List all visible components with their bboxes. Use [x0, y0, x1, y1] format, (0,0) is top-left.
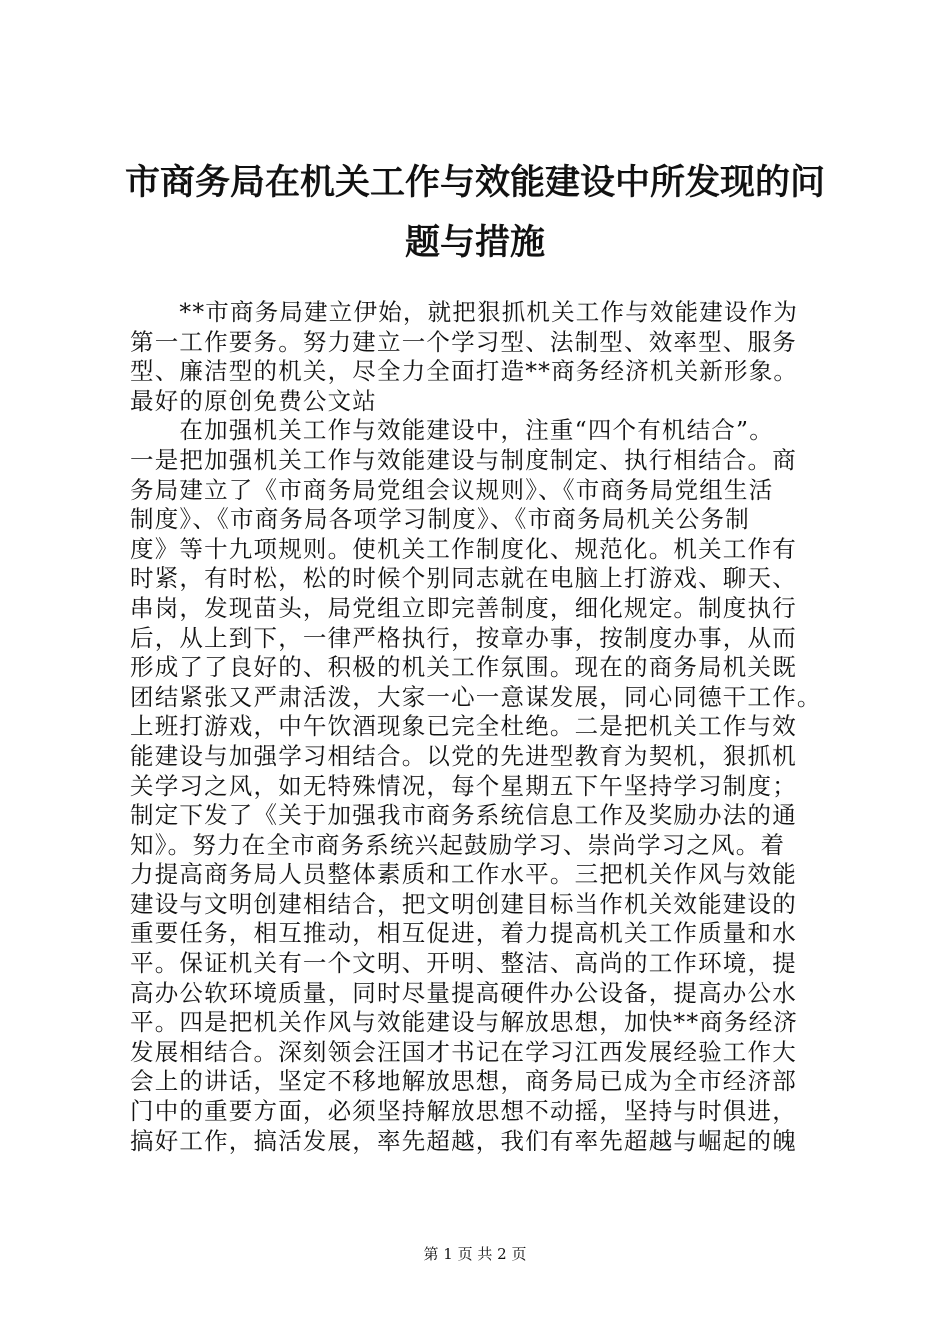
body-line: 第一工作要务。努力建立一个学习型、法制型、效率型、服务	[130, 327, 797, 356]
body-line: 团结紧张又严肃活泼，大家一心一意谋发展，同心同德干工作。	[130, 682, 822, 711]
body-line: 平。四是把机关作风与效能建设与解放思想，加快**商务经济	[130, 1008, 799, 1037]
body-line: 发展相结合。深刻领会汪国才书记在学习江西发展经验工作大	[130, 1037, 797, 1066]
body-line: 平。保证机关有一个文明、开明、整洁、高尚的工作环境，提	[130, 949, 797, 978]
body-line: 重要任务，相互推动，相互促进，着力提高机关工作质量和水	[130, 919, 797, 948]
document-title-line-2: 题与措施	[404, 222, 545, 263]
body-line: 会上的讲话，坚定不移地解放思想，商务局已成为全市经济部	[130, 1067, 797, 1096]
body-line: 制定下发了《关于加强我市商务系统信息工作及奖励办法的通	[130, 801, 797, 830]
body-line: 制度》、《市商务局各项学习制度》、《市商务局机关公务制	[130, 505, 750, 534]
body-line: 一是把加强机关工作与效能建设与制度制定、执行相结合。商	[130, 445, 797, 474]
body-line: 关学习之风，如无特殊情况，每个星期五下午坚持学习制度；	[130, 771, 797, 800]
body-line: 最好的原创免费公文站	[130, 386, 377, 415]
body-line: 搞好工作，搞活发展，率先超越，我们有率先超越与崛起的魄	[130, 1126, 797, 1155]
body-line: 后，从上到下，一律严格执行，按章办事，按制度办事，从而	[130, 623, 797, 652]
body-line: 务局建立了《市商务局党组会议规则》、《市商务局党组生活	[130, 475, 774, 504]
body-line: 建设与文明创建相结合，把文明创建目标当作机关效能建设的	[130, 889, 797, 918]
page-number-footer: 第 1 页 共 2 页	[423, 1245, 527, 1263]
body-line: 度》等十九项规则。使机关工作制度化、规范化。机关工作有	[130, 534, 797, 563]
body-line: 时紧，有时松，松的时候个别同志就在电脑上打游戏、聊天、	[130, 564, 797, 593]
body-line: 上班打游戏，中午饮酒现象已完全杜绝。二是把机关工作与效	[130, 712, 797, 741]
body-line: 在加强机关工作与效能建设中，注重“四个有机结合”。	[130, 416, 774, 445]
document-body	[130, 298, 830, 1156]
body-line: 串岗，发现苗头，局党组立即完善制度，细化规定。制度执行	[130, 593, 797, 622]
document-title-line-1: 市商务局在机关工作与效能建设中所发现的问	[124, 162, 825, 203]
body-line: 能建设与加强学习相结合。以党的先进型教育为契机，狠抓机	[130, 741, 797, 770]
body-line: 知》。努力在全市商务系统兴起鼓励学习、崇尚学习之风。着	[130, 830, 786, 859]
body-line: 高办公软环境质量，同时尽量提高硬件办公设备，提高办公水	[130, 978, 797, 1007]
body-line: **市商务局建立伊始，就把狠抓机关工作与效能建设作为	[130, 298, 799, 326]
body-line: 力提高商务局人员整体素质和工作水平。三把机关作风与效能	[130, 860, 797, 889]
body-line: 形成了了良好的、积极的机关工作氛围。现在的商务局机关既	[130, 653, 797, 682]
body-line: 门中的重要方面，必须坚持解放思想不动摇，坚持与时俱进，	[130, 1097, 797, 1126]
body-line: 型、廉洁型的机关，尽全力全面打造**商务经济机关新形象。	[130, 357, 799, 386]
